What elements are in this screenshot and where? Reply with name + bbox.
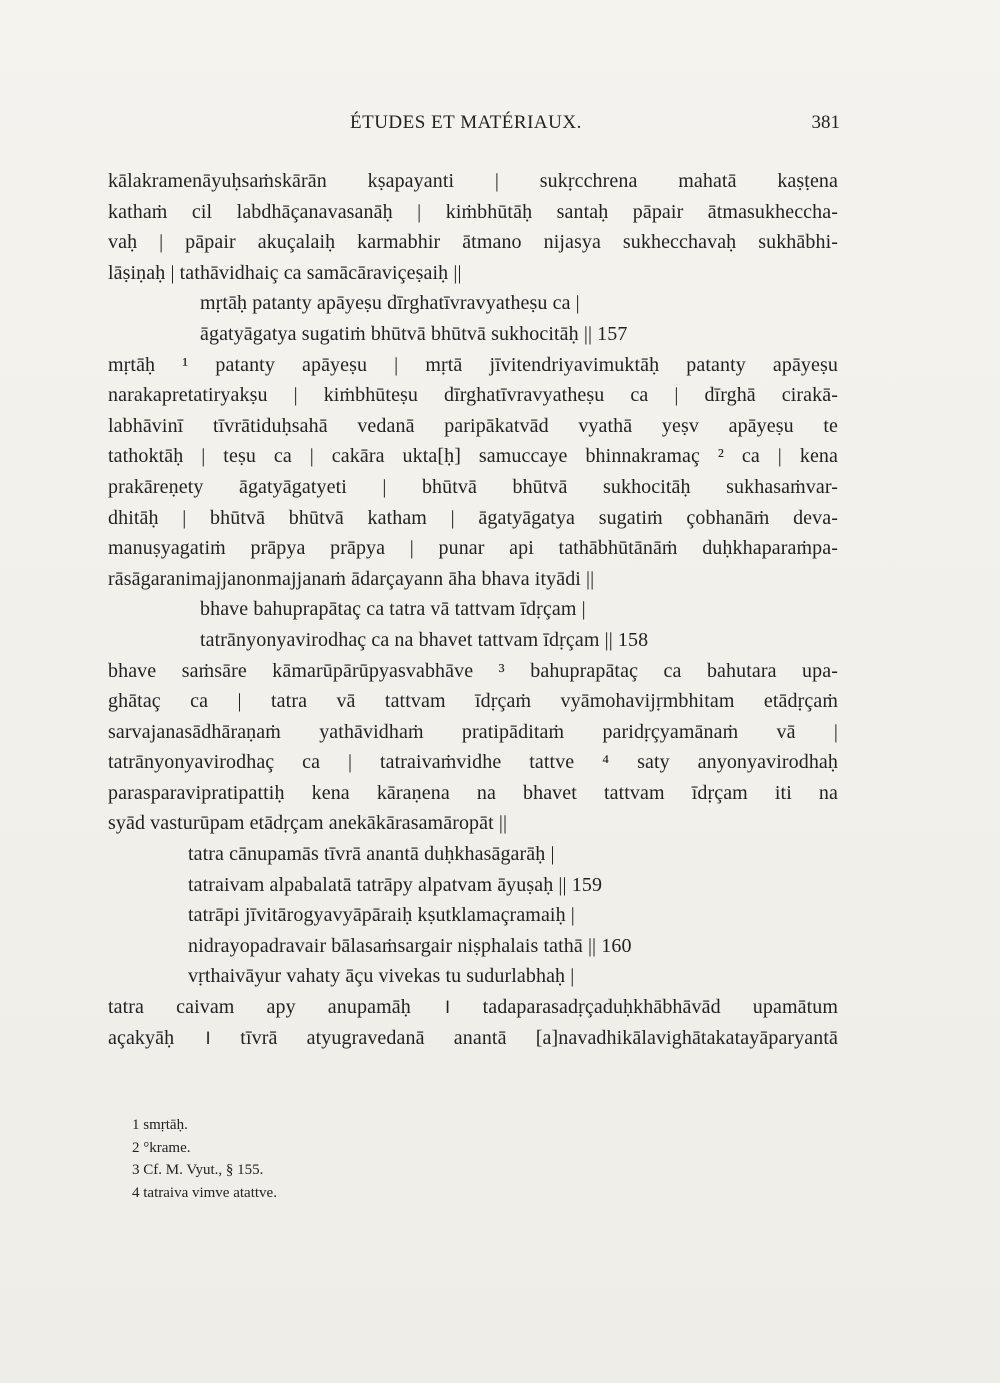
text-line: syād vasturūpam etādṛçam anekākārasamāropāt || [108,812,508,835]
text-line: ghātaç ca | tatra vā tattvam īdṛçaṁ vyāmohavijṛmbhitam etādṛçaṁ [108,690,838,713]
text-line: parasparavipratipattiḥ kena kāraṇena na bhavet tattvam īdṛçam iti na [108,781,838,804]
text-line: kālakramenāyuḥsaṁskārān kṣapayanti | sukṛcchrena mahatā kaṣṭena [108,170,838,192]
page-header [100,112,840,140]
verse-line: āgatyāgatya sugatiṁ bhūtvā bhūtvā sukhocitāḥ || 157 [200,322,628,345]
text-line: tatrānyonyavirodhaç ca | tatraivaṁvidhe tattve ⁴ saty anyonyavirodhaḥ [108,751,838,774]
text-line: mṛtāḥ ¹ patanty apāyeṣu | mṛtā jīvitendriyavimuktāḥ patanty apāyeṣu [108,353,838,376]
text-line: narakapretatiryakṣu | kiṁbhūteṣu dīrghatīvravyatheṣu ca | dīrghā cirakā- [108,384,838,407]
text-line: kathaṁ cil labdhāçanavasanāḥ | kiṁbhūtāḥ santaḥ pāpair ātmasukheccha- [108,200,838,223]
footnote: 4 tatraiva vimve atattve. [132,1184,277,1201]
text-line: lāṣiṇaḥ | tathāvidhaiç ca samācāraviçeṣaiḥ || [108,261,462,284]
text-line: rāsāgaranimajjanonmajjanaṁ ādarçayann āha bhava ityādi || [108,567,595,590]
footnote: 1 smṛtāḥ. [132,1117,188,1133]
text-line: bhave saṁsāre kāmarūpārūpyasvabhāve ³ bahuprapātaç ca bahutara upa- [108,659,838,682]
footnote: 2 °krame. [132,1139,191,1156]
text-line: açakyāḥ । tīvrā atyugravedanā anantā [a]navadhikālavighātakatayāparyantā [108,1026,838,1049]
text-line: tatra caivam apy anupamāḥ । tadaparasadṛçaduḥkhābhāvād upamātum [108,996,838,1019]
verse-line: tatraivam alpabalatā tatrāpy alpatvam āyuṣaḥ || 159 [188,873,603,896]
verse-line: tatra cānupamās tīvrā anantā duḥkhasāgarāḥ | [188,843,555,866]
footnote: 3 Cf. M. Vyut., § 155. [132,1162,264,1178]
verse-line: tatrānyonyavirodhaç ca na bhavet tattvam īdṛçam || 158 [200,628,649,651]
footnotes [132,1114,277,1204]
text-line: labhāvinī tīvrātiduḥsahā vedanā paripākatvād vyathā yeṣv apāyeṣu te [108,414,838,437]
text-line: prakāreṇety āgatyāgatyeti | bhūtvā bhūtvā sukhocitāḥ sukhasaṁvar- [108,475,838,498]
text-line: sarvajanasādhāraṇaṁ yathāvidhaṁ pratipāditaṁ paridṛçyamānaṁ vā | [108,720,838,743]
text-line: manuṣyagatiṁ prāpya prāpya | punar api tathābhūtānāṁ duḥkhaparaṁpa- [108,537,838,560]
running-head: ÉTUDES ET MATÉRIAUX. [350,112,582,133]
verse-line: nidrayopadravair bālasaṁsargair niṣphalais tathā || 160 [188,934,632,957]
text-line: vaḥ | pāpair akuçalaiḥ karmabhir ātmano nijasya sukhecchavaḥ sukhābhi- [108,231,838,254]
page-number: 381 [811,112,840,133]
text-line: dhitāḥ | bhūtvā bhūtvā katham | āgatyāgatya sugatiṁ çobhanāṁ deva- [108,506,838,529]
text-line: tathoktāḥ | teṣu ca | cakāra ukta[ḥ] samuccaye bhinnakramaç ² ca | kena [108,445,838,468]
main-text [108,166,838,1053]
verse-line: mṛtāḥ patanty apāyeṣu dīrghatīvravyatheṣu ca | [200,292,580,315]
verse-line: tatrāpi jīvitārogyavyāpāraiḥ kṣutklamaçramaiḥ | [188,904,575,927]
verse-line: bhave bahuprapātaç ca tatra vā tattvam īdṛçam | [200,598,586,621]
verse-line: vṛthaivāyur vahaty āçu vivekas tu sudurlabhaḥ | [188,965,575,988]
